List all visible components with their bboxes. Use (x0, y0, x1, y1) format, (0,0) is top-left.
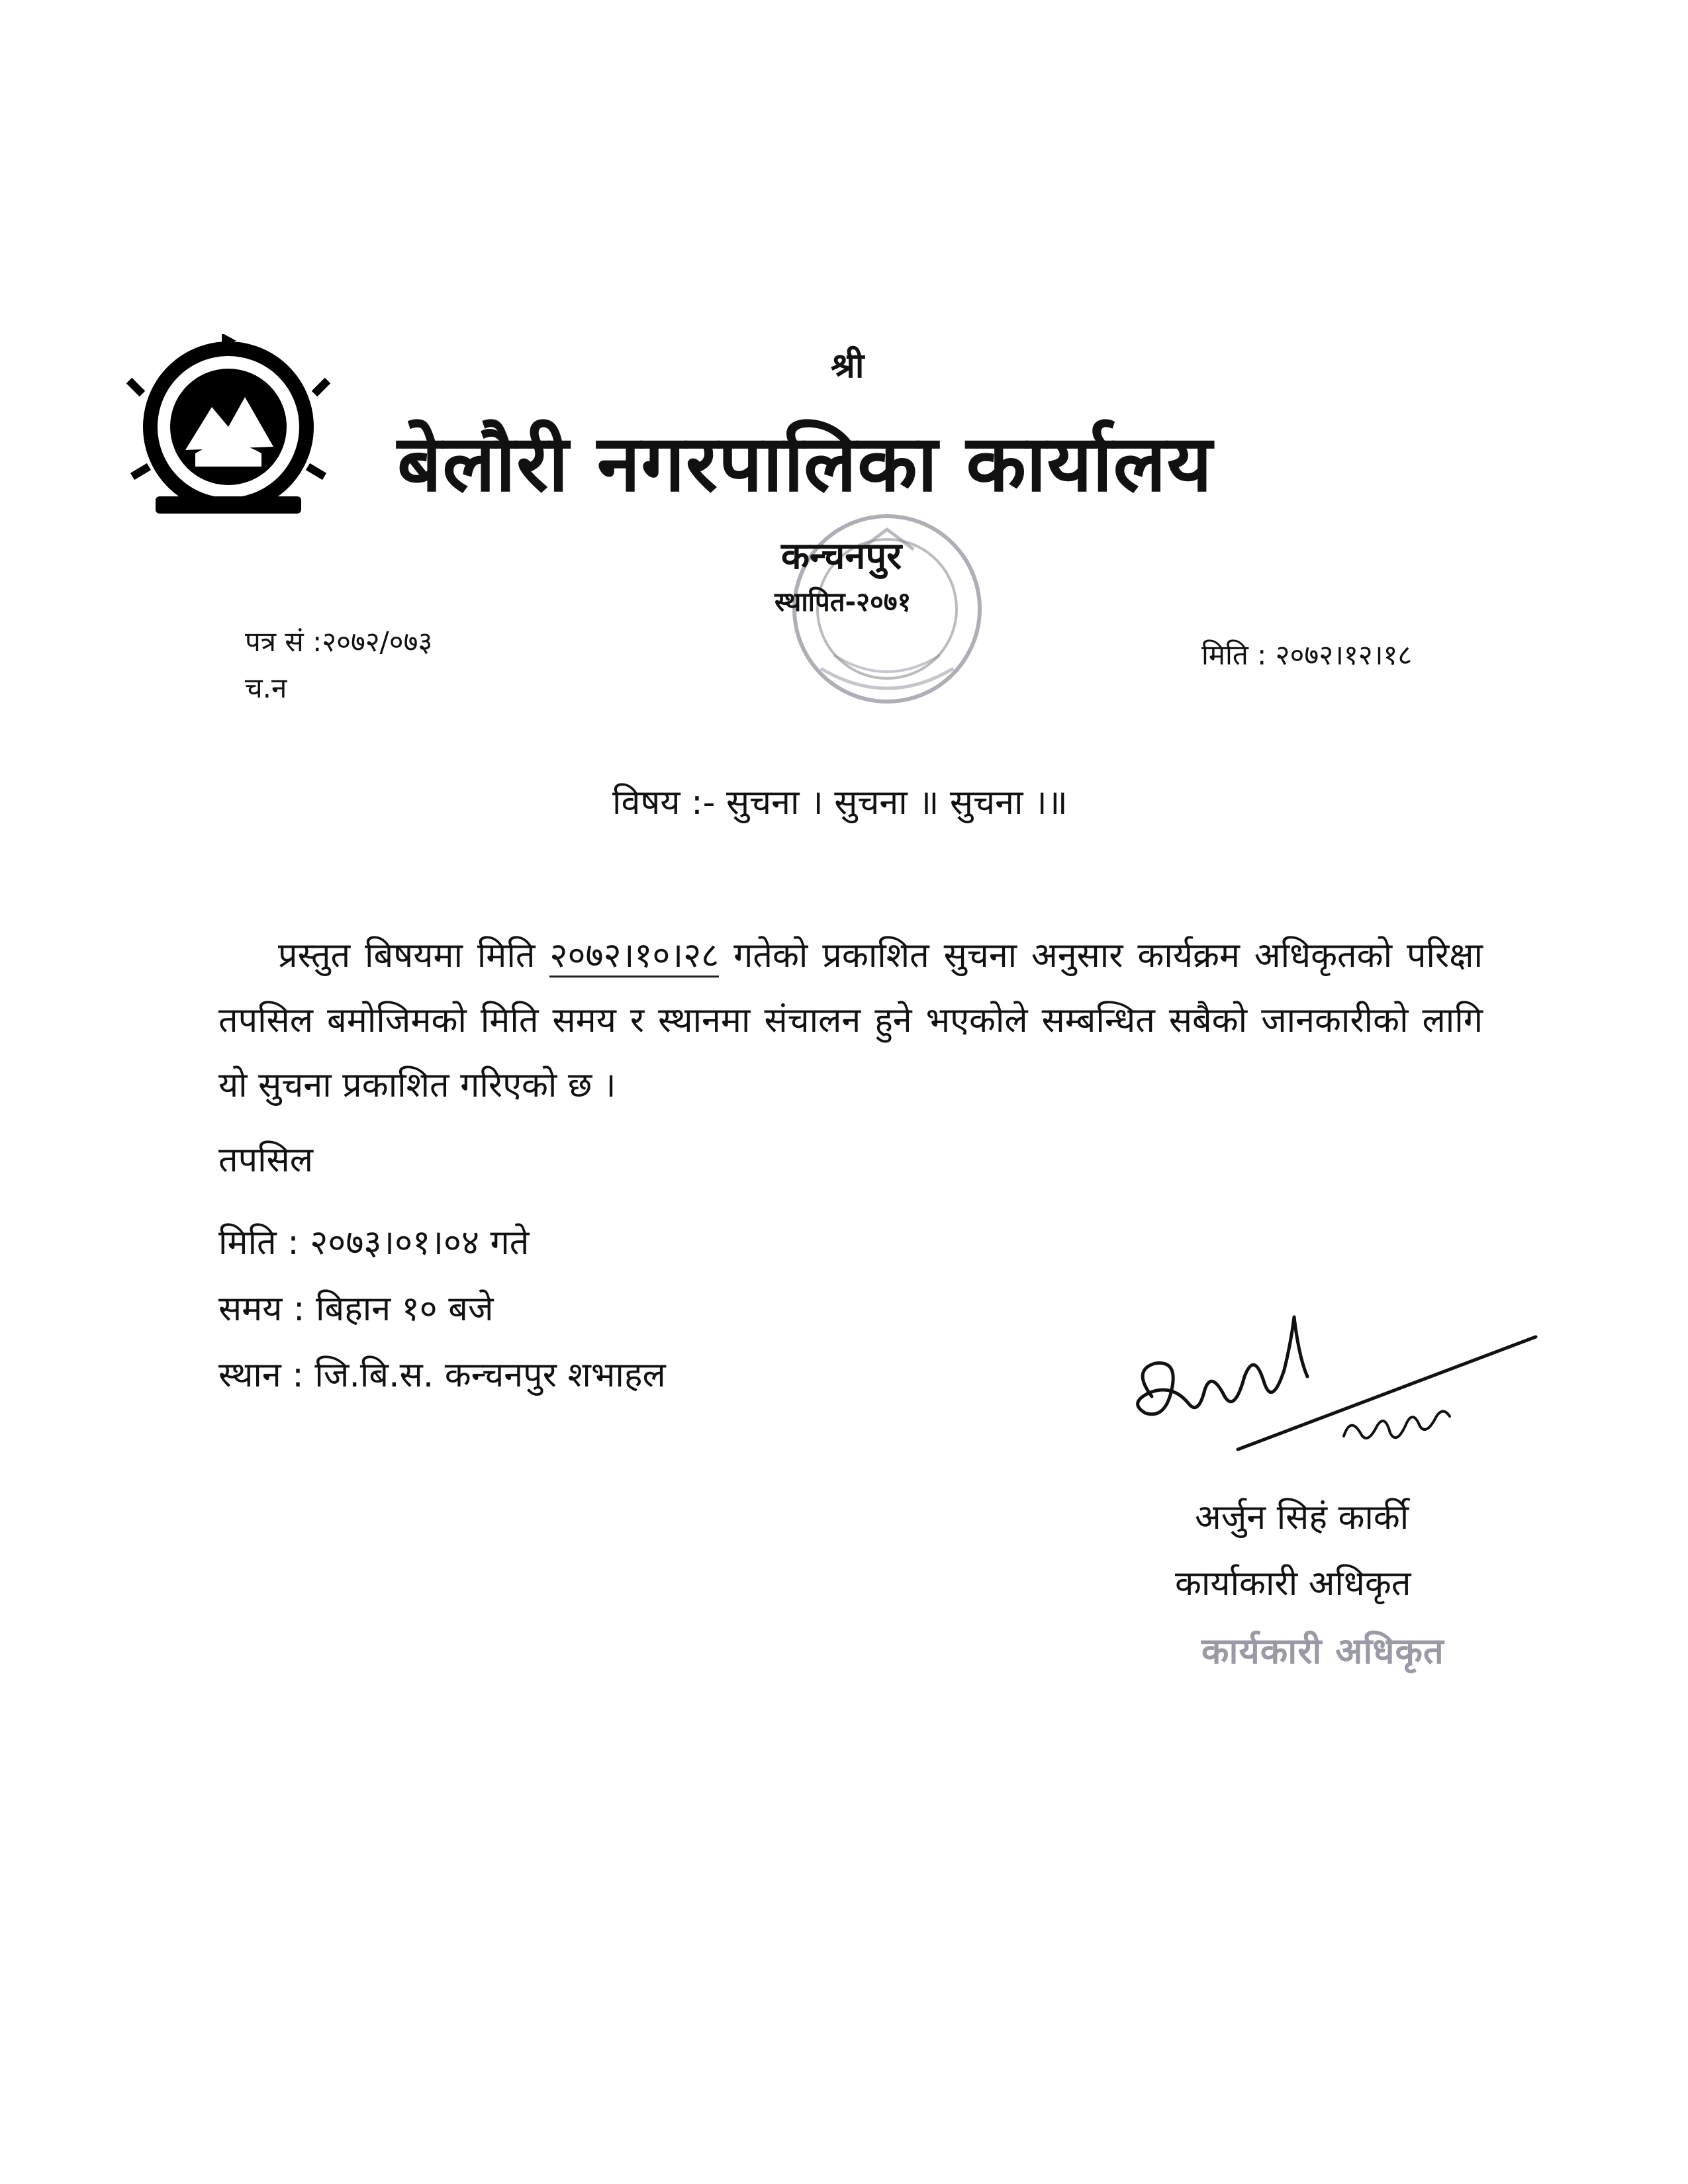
schedule-heading: तपसिल (218, 1140, 314, 1180)
schedule-place-row (218, 1350, 666, 1397)
schedule-time-value: : बिहान १० बजे (293, 1289, 494, 1329)
dispatch-number: च.न (245, 672, 287, 704)
designation-stamp: कार्यकारी अधिकृत (1201, 1630, 1444, 1672)
subject-line: विषय :- सुचना । सुचना ॥ सुचना ।॥ (612, 783, 1068, 823)
established-year: स्थापित-२०७१ (774, 587, 912, 617)
schedule-date-label: मिति (218, 1223, 277, 1263)
body-text-start: प्रस्तुत बिषयमा मिति (278, 936, 550, 976)
schedule-date-row (218, 1218, 529, 1265)
date-value: : २०७२।१२।१८ (1257, 639, 1413, 671)
schedule-time-row (218, 1284, 494, 1331)
underlined-date: २०७२।१०।२८ (549, 936, 719, 978)
schedule-time-label: समय (218, 1289, 283, 1329)
office-title: बेलौरी नगरपालिका कार्यालय (397, 418, 1213, 509)
signer-designation: कार्याकारी अधिकृत (1175, 1564, 1411, 1604)
body-text-end: गतेको प्रकाशित सुचना अनुसार कार्यक्रम अधिकृतको परिक्षा तपसिल बमोजिमको मिति समय र स्थानमा संचालन हुने भएकोले सम्बन्धित सबैको जानकारीको लागि यो सुचना प्रकाशित गरिएको छ । (218, 936, 1483, 1105)
salutation-shree: श्री (831, 346, 865, 386)
schedule-date-value: : २०७३।०१।०४ गते (287, 1223, 530, 1263)
letter-date (1201, 635, 1412, 673)
date-label: मिति (1201, 639, 1248, 671)
schedule-place-value: : जि.बि.स. कन्चनपुर शभाहल (292, 1355, 666, 1395)
signer-name: अर्जुन सिहं कार्की (1195, 1498, 1409, 1537)
handwritten-signature (1125, 1297, 1549, 1489)
district-name: कन्चनपुर (781, 535, 902, 578)
letter-number: पत्र सं :२०७२/०७३ (245, 625, 433, 658)
emblem-logo (122, 334, 334, 533)
body-paragraph (218, 923, 1483, 1118)
schedule-place-label: स्थान (218, 1355, 281, 1395)
